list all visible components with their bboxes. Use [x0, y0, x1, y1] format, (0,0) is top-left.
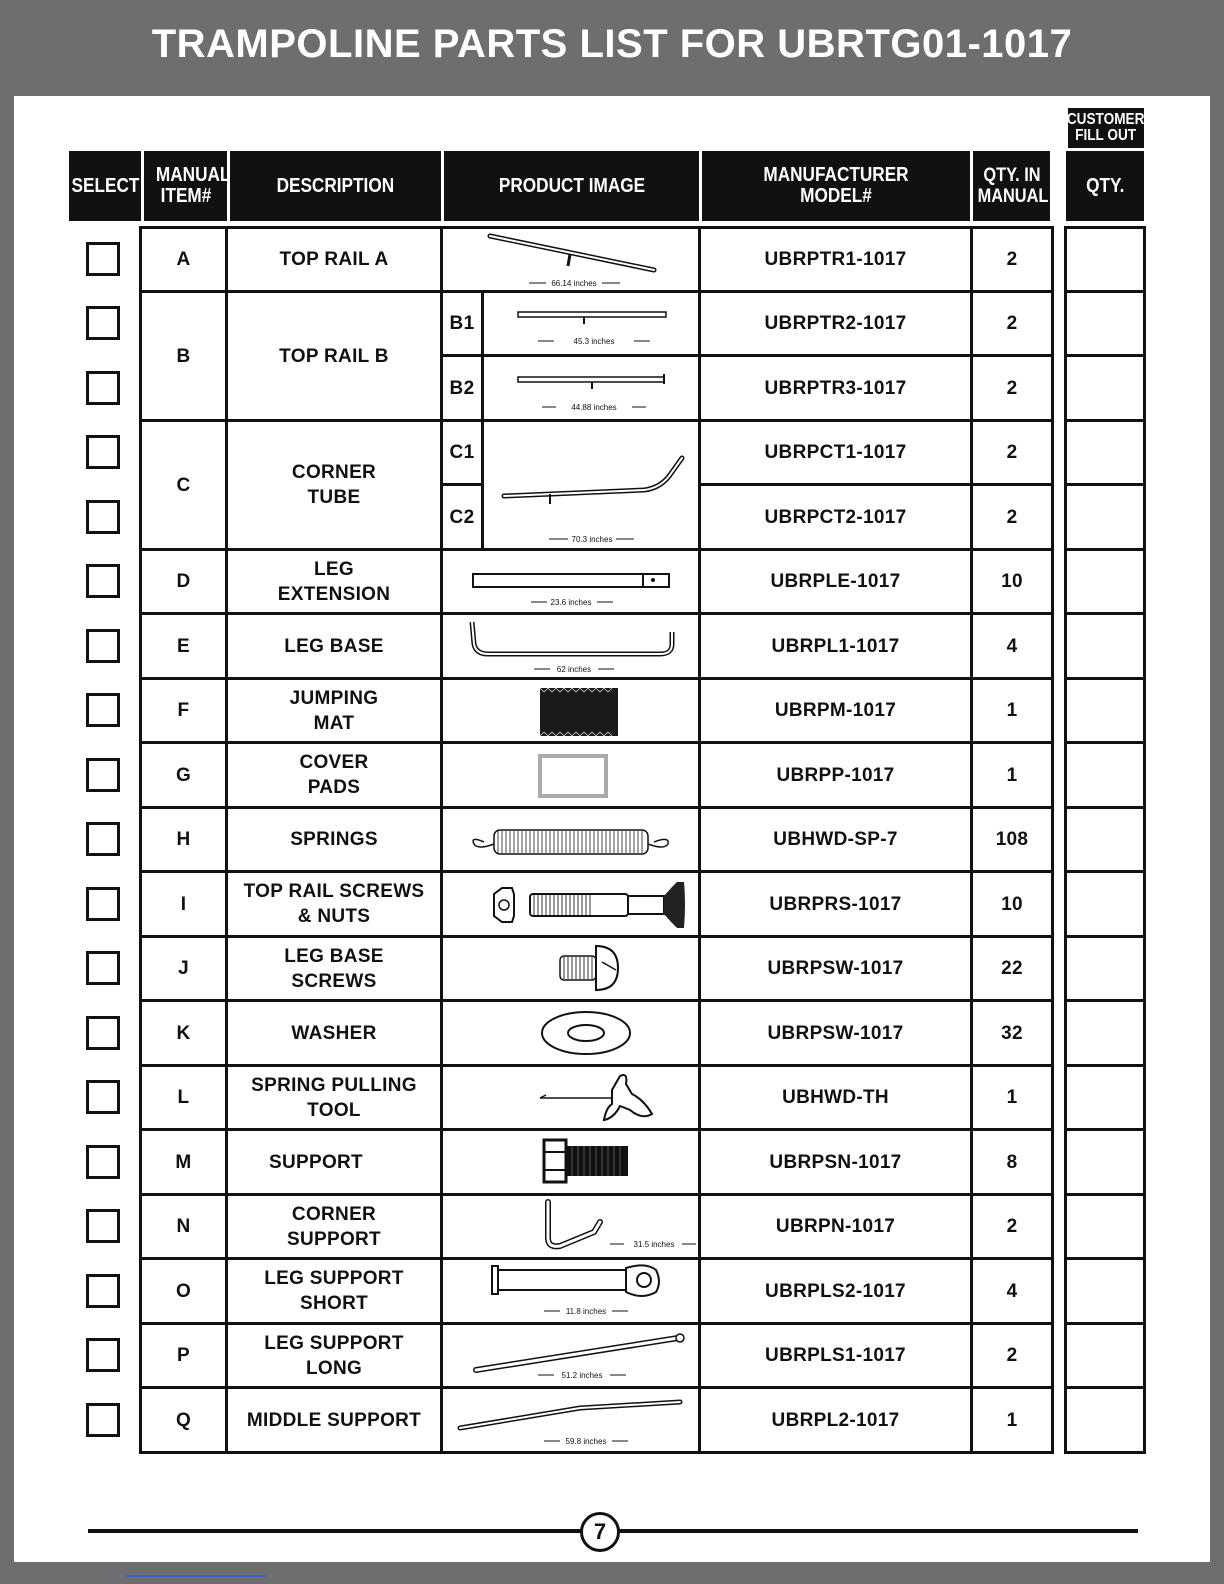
item-letter: N: [176, 1216, 191, 1237]
select-checkbox-A[interactable]: [86, 242, 120, 276]
model-number: UBRPTR2-1017: [764, 313, 907, 334]
customer-qty-input-G[interactable]: [1067, 744, 1143, 806]
select-checkbox-N[interactable]: [86, 1209, 120, 1243]
select-checkbox-J[interactable]: [86, 951, 120, 985]
screw-icon: [554, 942, 626, 994]
select-checkbox-Q[interactable]: [86, 1403, 120, 1437]
select-checkbox-B2[interactable]: [86, 371, 120, 405]
qty-in-manual: 10: [1001, 571, 1023, 592]
customer-qty-input-B1[interactable]: [1067, 293, 1143, 354]
item-description: SPRING PULLING TOOL: [251, 1074, 417, 1121]
customer-qty-input-K[interactable]: [1067, 1002, 1143, 1064]
select-checkbox-C1[interactable]: [86, 435, 120, 469]
customer-qty-input-C2[interactable]: [1067, 486, 1143, 548]
leg-support-short-icon: [486, 1262, 686, 1320]
model-number: UBRPSN-1017: [769, 1151, 902, 1173]
header-manual-item: MANUAL ITEM#: [144, 151, 227, 221]
item-description: CORNER SUPPORT: [287, 1203, 381, 1250]
spring-icon: [464, 822, 680, 862]
select-checkbox-P[interactable]: [86, 1338, 120, 1372]
select-checkbox-C2[interactable]: [86, 500, 120, 534]
qty-in-manual: 4: [1006, 1280, 1018, 1302]
item-description: SUPPORT: [269, 1151, 363, 1173]
sub-item-label: B2: [449, 377, 475, 399]
customer-qty-input-M[interactable]: [1067, 1131, 1143, 1193]
leg-support-long-icon: [468, 1326, 694, 1384]
item-letter: F: [177, 700, 190, 721]
dimension-label: 59.8 inches: [565, 1437, 607, 1446]
select-checkbox-D[interactable]: [86, 564, 120, 598]
model-number: UBRPLS1-1017: [765, 1345, 906, 1366]
qty-in-manual: 1: [1006, 1409, 1018, 1431]
select-checkbox-K[interactable]: [86, 1016, 120, 1050]
top-rail-icon: [484, 232, 664, 290]
qty-in-manual: 108: [995, 829, 1029, 850]
customer-qty-input-I[interactable]: [1067, 873, 1143, 935]
item-letter: B: [176, 345, 191, 367]
item-description: TOP RAIL B: [279, 345, 389, 367]
customer-qty-input-Q[interactable]: [1067, 1389, 1143, 1451]
model-number: UBHWD-SP-7: [773, 829, 898, 850]
select-checkbox-M[interactable]: [86, 1145, 120, 1179]
dimension-label: 66.14 inches: [551, 279, 597, 288]
model-number: UBRPCT1-1017: [764, 442, 907, 463]
top-rail-icon: [514, 302, 674, 352]
qty-in-manual: 1: [1006, 700, 1018, 721]
qty-in-manual: 22: [1001, 958, 1023, 979]
leg-extension-icon: [469, 564, 679, 610]
model-number: UBRPSW-1017: [767, 1022, 904, 1044]
customer-qty-input-P[interactable]: [1067, 1325, 1143, 1386]
dimension-label: 70.3 inches: [571, 535, 613, 544]
model-number: UBRPP-1017: [776, 764, 895, 786]
dimension-label: 31.5 inches: [633, 1240, 675, 1249]
qty-in-manual: 2: [1006, 313, 1018, 334]
washer-icon: [538, 1008, 634, 1058]
customer-qty-input-N[interactable]: [1067, 1196, 1143, 1257]
model-number: UBRPTR1-1017: [764, 249, 907, 270]
item-description: LEG SUPPORT SHORT: [264, 1268, 404, 1314]
item-description: MIDDLE SUPPORT: [246, 1409, 422, 1431]
qty-in-manual: 10: [1001, 893, 1023, 915]
item-description: COVER PADS: [299, 752, 369, 798]
item-letter: D: [176, 571, 191, 592]
header-qty: QTY.: [1066, 151, 1144, 221]
link-underline[interactable]: [126, 1575, 266, 1577]
select-checkbox-E[interactable]: [86, 629, 120, 663]
model-number: UBRPSW-1017: [767, 958, 904, 979]
sub-item-label: C2: [449, 506, 475, 528]
header-description: DESCRIPTION: [230, 151, 441, 221]
item-description: WASHER: [291, 1022, 377, 1044]
customer-qty-input-A[interactable]: [1067, 229, 1143, 290]
sub-item-label: B1: [449, 313, 475, 334]
header-qty-manual: QTY. IN MANUAL: [973, 151, 1050, 221]
model-number: UBRPM-1017: [774, 700, 897, 721]
bolt-icon: [538, 1136, 638, 1186]
leg-base-icon: [466, 618, 682, 676]
qty-in-manual: 4: [1006, 635, 1018, 657]
qty-in-manual: 8: [1006, 1151, 1018, 1173]
customer-qty-input-E[interactable]: [1067, 615, 1143, 677]
item-description: TOP RAIL SCREWS & NUTS: [243, 881, 425, 927]
item-description: LEG BASE: [284, 635, 384, 657]
dimension-label: 62 inches: [556, 665, 592, 674]
jumping-mat-icon: [538, 686, 620, 738]
qty-in-manual: 2: [1006, 442, 1018, 463]
customer-qty-input-O[interactable]: [1067, 1260, 1143, 1322]
select-checkbox-H[interactable]: [86, 822, 120, 856]
item-letter: O: [175, 1280, 192, 1302]
item-letter: E: [177, 635, 190, 657]
customer-qty-input-J[interactable]: [1067, 938, 1143, 999]
model-number: UBRPTR3-1017: [764, 377, 907, 399]
top-rail-icon: [514, 367, 674, 417]
item-letter: P: [177, 1345, 190, 1366]
select-checkbox-G[interactable]: [86, 758, 120, 792]
item-description: SPRINGS: [290, 829, 378, 850]
model-number: UBRPRS-1017: [769, 893, 902, 915]
qty-in-manual: 2: [1006, 249, 1018, 270]
header-model: MANUFACTURER MODEL#: [702, 151, 970, 221]
corner-support-icon: [538, 1198, 698, 1256]
item-description: LEG BASE SCREWS: [284, 945, 384, 992]
customer-qty-input-B2[interactable]: [1067, 357, 1143, 419]
item-description: JUMPING MAT: [289, 687, 379, 734]
select-checkbox-F[interactable]: [86, 693, 120, 727]
select-checkbox-B1[interactable]: [86, 306, 120, 340]
qty-in-manual: 32: [1001, 1022, 1023, 1044]
item-description: LEG EXTENSION: [277, 558, 391, 605]
model-number: UBRPLE-1017: [770, 571, 901, 592]
item-letter: A: [176, 249, 191, 270]
qty-in-manual: 2: [1006, 377, 1018, 399]
header-select: SELECT: [69, 151, 141, 221]
item-letter: Q: [175, 1409, 192, 1431]
item-description: LEG SUPPORT LONG: [264, 1332, 404, 1379]
customer-qty-input-H[interactable]: [1067, 809, 1143, 870]
item-letter: G: [175, 764, 192, 786]
item-letter: M: [175, 1151, 192, 1173]
customer-qty-input-L[interactable]: [1067, 1067, 1143, 1128]
item-letter: C: [176, 474, 191, 496]
dimension-label: 11.8 inches: [565, 1307, 607, 1316]
item-description: CORNER TUBE: [291, 462, 377, 508]
item-letter: K: [176, 1022, 191, 1044]
select-checkbox-I[interactable]: [86, 887, 120, 921]
qty-in-manual: 1: [1006, 764, 1018, 786]
pulling-tool-icon: [534, 1070, 664, 1128]
model-number: UBRPLS2-1017: [765, 1280, 906, 1302]
qty-in-manual: 1: [1006, 1087, 1018, 1108]
customer-qty-input-D[interactable]: [1067, 551, 1143, 612]
select-checkbox-O[interactable]: [86, 1274, 120, 1308]
item-letter: J: [178, 958, 189, 979]
model-number: UBRPCT2-1017: [764, 506, 907, 528]
page-number: 7: [580, 1512, 620, 1552]
dimension-label: 45.3 inches: [573, 337, 615, 346]
customer-qty-input-C1[interactable]: [1067, 422, 1143, 483]
item-letter: H: [176, 829, 191, 850]
model-number: UBRPN-1017: [775, 1216, 896, 1237]
model-number: UBRPL2-1017: [771, 1409, 900, 1431]
model-number: UBRPL1-1017: [771, 635, 900, 657]
page-title: TRAMPOLINE PARTS LIST FOR UBRTG01-1017: [151, 22, 1073, 66]
qty-in-manual: 2: [1006, 1345, 1018, 1366]
dimension-label: 44.88 inches: [571, 403, 617, 412]
model-number: UBHWD-TH: [782, 1087, 889, 1108]
header-product-image: PRODUCT IMAGE: [444, 151, 699, 221]
item-letter: L: [177, 1087, 190, 1108]
middle-support-icon: [454, 1392, 694, 1450]
sub-item-label: C1: [449, 442, 475, 463]
select-checkbox-L[interactable]: [86, 1080, 120, 1114]
dimension-label: 51.2 inches: [561, 1371, 603, 1380]
customer-fill-out-label: CUSTOMER FILL OUT: [1068, 108, 1144, 148]
item-description: TOP RAIL A: [279, 249, 389, 270]
screw-nut-icon: [488, 878, 698, 932]
cover-pad-icon: [536, 752, 610, 800]
qty-in-manual: 2: [1006, 1216, 1018, 1237]
item-letter: I: [180, 893, 187, 915]
customer-qty-input-F[interactable]: [1067, 680, 1143, 741]
corner-tube-icon: [494, 452, 694, 548]
qty-in-manual: 2: [1006, 506, 1018, 528]
parts-sheet: [14, 96, 1210, 1562]
dimension-label: 23.6 inches: [550, 598, 592, 607]
